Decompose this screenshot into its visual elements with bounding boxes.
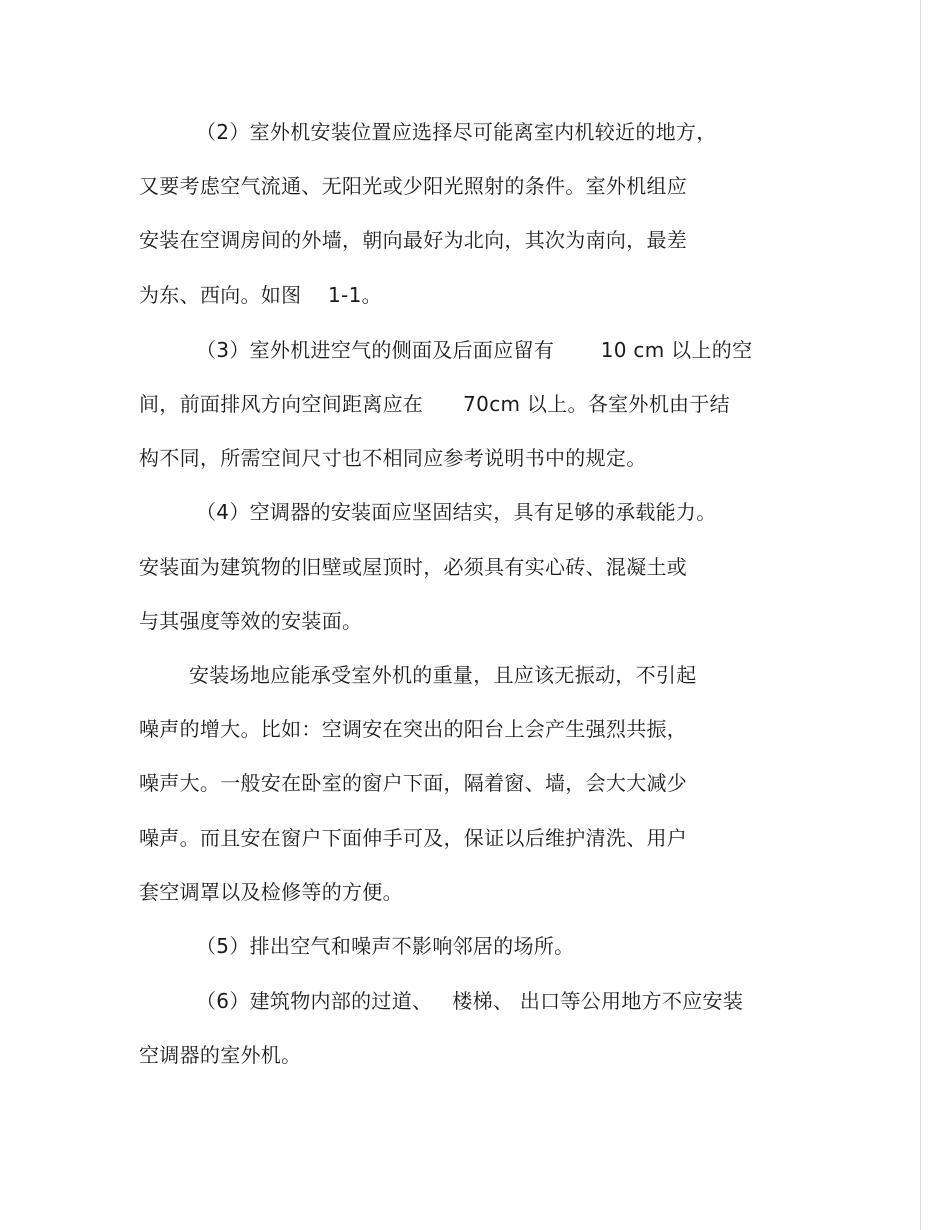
text-line-11: 安装场地应能承受室外机的重量，且应该无振动，不引起 — [189, 663, 697, 687]
text-line-12: 噪声的增大。比如：空调安在突出的阳台上会产生强烈共振， — [139, 717, 688, 741]
text-line-6: 间，前面排风方向空间距离应在 70cm 以上。各室外机由于结 — [139, 392, 730, 416]
text-line-1: （2）室外机安装位置应选择尽可能离室内机较近的地方， — [196, 120, 717, 144]
page-edge-divider — [920, 0, 921, 1230]
text-line-2: 又要考虑空气流通、无阳光或少阳光照射的条件。室外机组应 — [139, 174, 688, 198]
text-line-7: 构不同，所需空间尺寸也不相同应参考说明书中的规定。 — [139, 446, 647, 470]
text-line-4: 为东、西向。如图 1-1。 — [139, 283, 382, 307]
text-line-14: 噪声。而且安在窗户下面伸手可及，保证以后维护清洗、用户 — [139, 826, 688, 850]
text-line-3: 安装在空调房间的外墙，朝向最好为北向，其次为南向，最差 — [139, 228, 688, 252]
text-line-16: （5）排出空气和噪声不影响邻居的场所。 — [196, 934, 575, 958]
text-line-5: （3）室外机进空气的侧面及后面应留有 10 cm 以上的空 — [196, 338, 753, 362]
text-line-18: 空调器的室外机。 — [139, 1043, 302, 1067]
text-line-15: 套空调罩以及检修等的方便。 — [139, 880, 403, 904]
text-line-9: 安装面为建筑物的旧壁或屋顶时，必须具有实心砖、混凝土或 — [139, 555, 688, 579]
text-line-13: 噪声大。一般安在卧室的窗户下面，隔着窗、墙，会大大减少 — [139, 771, 688, 795]
text-line-17: （6）建筑物内部的过道、 楼梯、 出口等公用地方不应安装 — [196, 989, 744, 1013]
text-line-10: 与其强度等效的安装面。 — [139, 609, 363, 633]
text-line-8: （4）空调器的安装面应坚固结实，具有足够的承载能力。 — [196, 500, 717, 524]
